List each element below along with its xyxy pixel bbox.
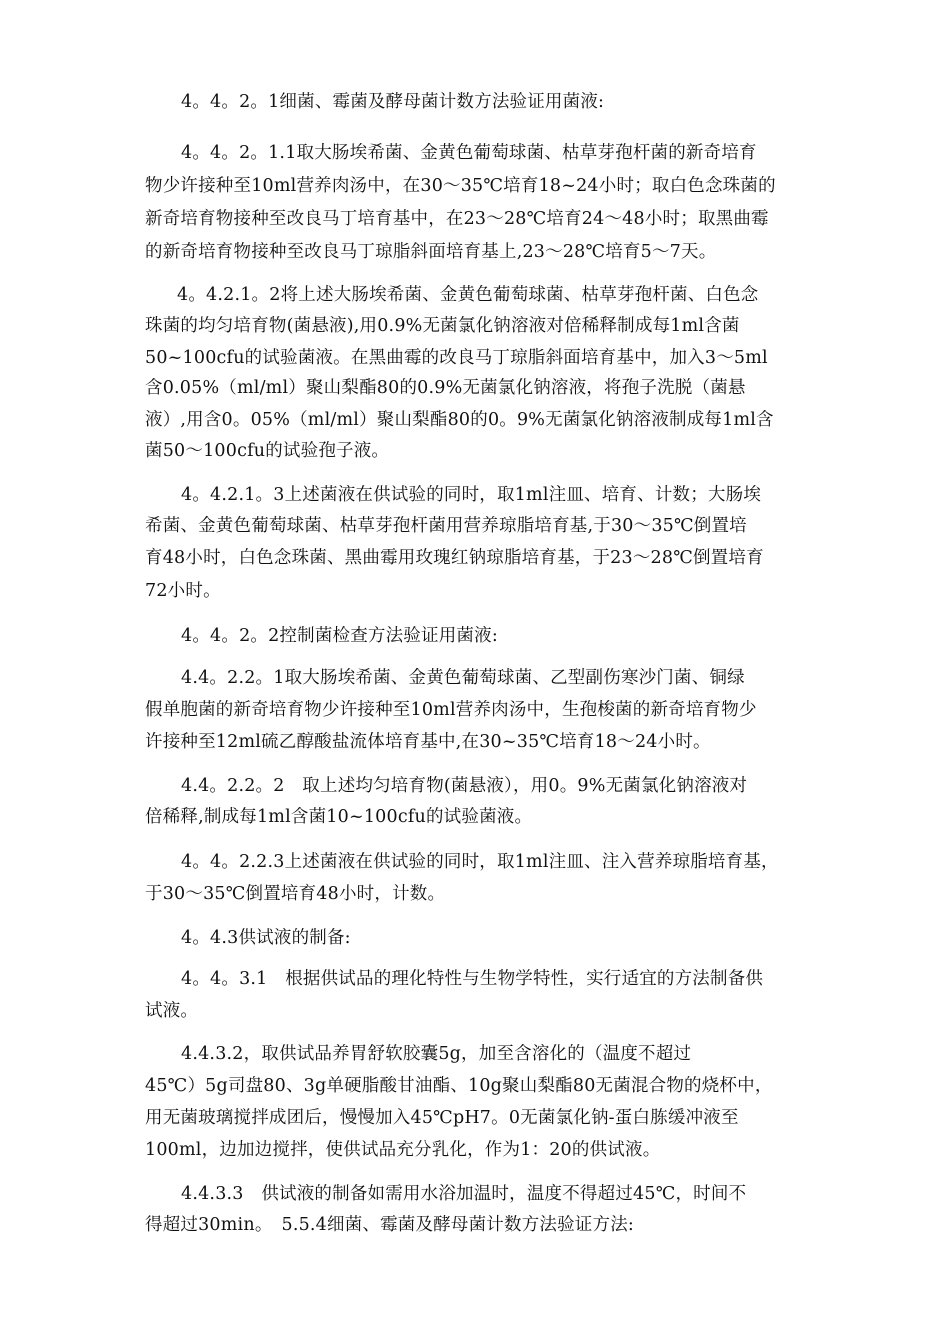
text-line: 4。4.2.1。2将上述大肠埃希菌、金黄色葡萄球菌、枯草芽孢杆菌、白色念 bbox=[177, 285, 759, 305]
text-line: 用无菌玻璃搅拌成团后，慢慢加入45℃pH7。0无菌氯化钠-蛋白胨缓冲液至 bbox=[145, 1108, 739, 1128]
text-line: 4。4。2。1.1取大肠埃希菌、金黄色葡萄球菌、枯草芽孢杆菌的新奇培育 bbox=[181, 143, 757, 163]
text-line: 得超过30min。 5.5.4细菌、霉菌及酵母菌计数方法验证方法: bbox=[145, 1215, 635, 1235]
text-line: 4。4。2。2控制菌检查方法验证用菌液: bbox=[181, 626, 498, 646]
text-line: 的新奇培育物接种至改良马丁琼脂斜面培育基上,23～28℃培育5～7天。 bbox=[145, 242, 717, 262]
text-line: 倍稀释,制成每1ml含菌10~100cfu的试验菌液。 bbox=[145, 807, 533, 827]
text-line: 4.4。2.2。2 取上述均匀培育物(菌悬液），用0。9%无菌氯化钠溶液对 bbox=[181, 776, 748, 796]
text-line: 4。4。2。1细菌、霉菌及酵母菌计数方法验证用菌液: bbox=[181, 92, 605, 112]
text-line: 100ml，边加边搅拌，使供试品充分乳化，作为1：20的供试液。 bbox=[145, 1140, 661, 1160]
text-line: 试液。 bbox=[145, 1001, 199, 1021]
text-line: 50~100cfu的试验菌液。在黑曲霉的改良马丁琼脂斜面培育基中，加入3～5ml bbox=[145, 348, 768, 368]
text-line: 液）,用含0。05%（ml/ml）聚山梨酯80的0。9%无菌氯化钠溶液制成每1ml含 bbox=[145, 410, 774, 430]
text-line: 4.4.3.2，取供试品养胃舒软胶囊5g，加至含溶化的（温度不超过 bbox=[181, 1044, 692, 1064]
text-line: 4.4.3.3 供试液的制备如需用水浴加温时，温度不得超过45℃，时间不 bbox=[181, 1184, 747, 1204]
text-line: 假单胞菌的新奇培育物少许接种至10ml营养肉汤中，生孢梭菌的新奇培育物少 bbox=[145, 700, 757, 720]
text-line: 新奇培育物接种至改良马丁培育基中，在23～28℃培育24～48小时；取黑曲霉 bbox=[145, 209, 769, 229]
text-line: 72小时。 bbox=[145, 581, 221, 601]
text-line: 菌50～100cfu的试验孢子液。 bbox=[145, 441, 390, 461]
text-line: 4。4。2.2.3上述菌液在供试验的同时，取1ml注皿、注入营养琼脂培育基， bbox=[181, 852, 779, 872]
text-line: 育48小时，白色念珠菌、黑曲霉用玫瑰红钠琼脂培育基，于23～28℃倒置培育 bbox=[145, 548, 764, 568]
text-line: 4。4。3.1 根据供试品的理化特性与生物学特性，实行适宜的方法制备供 bbox=[181, 969, 764, 989]
text-line: 于30～35℃倒置培育48小时，计数。 bbox=[145, 884, 446, 904]
text-line: 物少许接种至10ml营养肉汤中，在30～35℃培育18~24小时；取白色念珠菌的 bbox=[145, 176, 776, 196]
text-line: 含0.05%（ml/ml）聚山梨酯80的0.9%无菌氯化钠溶液，将孢子洗脱（菌悬 bbox=[145, 378, 746, 398]
text-line: 珠菌的均匀培育物(菌悬液),用0.9%无菌氯化钠溶液对倍稀释制成每1ml含菌 bbox=[145, 316, 740, 336]
text-line: 希菌、金黄色葡萄球菌、枯草芽孢杆菌用营养琼脂培育基,于30～35℃倒置培 bbox=[145, 516, 747, 536]
text-line: 45℃）5g司盘80、3g单硬脂酸甘油酯、10g聚山梨酯80无菌混合物的烧杯中， bbox=[145, 1076, 773, 1096]
text-line: 4.4。2.2。1取大肠埃希菌、金黄色葡萄球菌、乙型副伤寒沙门菌、铜绿 bbox=[181, 668, 745, 688]
text-line: 4。4.2.1。3上述菌液在供试验的同时，取1ml注皿、培育、计数；大肠埃 bbox=[181, 485, 762, 505]
text-line: 许接种至12ml硫乙醇酸盐流体培育基中,在30~35℃培育18～24小时。 bbox=[145, 732, 711, 752]
text-line: 4。4.3供试液的制备: bbox=[181, 928, 351, 948]
